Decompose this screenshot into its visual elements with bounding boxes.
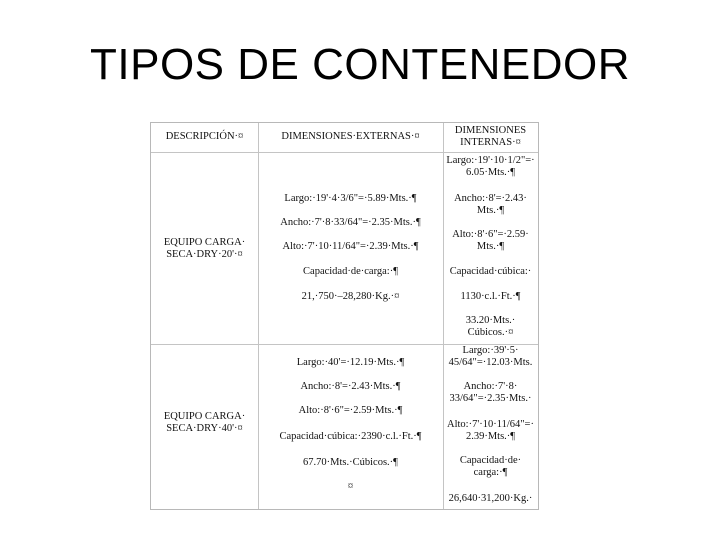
header-dimensiones-internas-line1: DIMENSIONES [454, 125, 527, 136]
row1-ext-ancho: Ancho:·7'·8·33/64"=·2.35·Mts.·¶ [280, 217, 421, 228]
row2-int-ancho-1: Ancho:·7'·8· [463, 381, 518, 392]
slide-title: TIPOS DE CONTENEDOR [90, 40, 630, 89]
row2-description-line2: SECA·DRY·40'·¤ [166, 423, 243, 434]
row2-int-largo-2: 45/64"=·12.03·Mts. [448, 357, 533, 368]
row1-int-alto-2: Mts.·¶ [476, 241, 505, 252]
row1-description-line1: EQUIPO CARGA· [163, 237, 246, 248]
row1-int-largo-1: Largo:·19'·10·1/2"=· [446, 155, 535, 166]
row1-int-capacidad-4: Cúbicos.·¤ [467, 327, 514, 338]
row1-ext-alto: Alto:·7'·10·11/64"=·2.39·Mts.·¶ [282, 241, 419, 252]
row2-int-ancho-2: 33/64"=·2.35·Mts.· [449, 393, 532, 404]
row1-int-capacidad-2: 1130·c.l.·Ft.·¶ [460, 291, 521, 302]
row1-ext-capacidad-label: Capacidad·de·carga:·¶ [303, 266, 398, 277]
row2-int-capacidad-2: carga:·¶ [473, 467, 508, 478]
row1-description-line2: SECA·DRY·20'·¤ [166, 249, 243, 260]
row2-ext-ancho: Ancho:·8'=·2.43·Mts.·¶ [300, 381, 401, 392]
row2-ext-largo: Largo:·40'=·12.19·Mts.·¶ [296, 357, 405, 368]
row2-int-largo-1: Largo:·39'·5· [462, 345, 519, 356]
column-divider [258, 123, 259, 509]
row2-int-capacidad-1: Capacidad·de· [459, 455, 522, 466]
row2-int-capacidad-3: 26,640·31,200·Kg.· [448, 493, 533, 504]
container-specs-table [150, 122, 539, 510]
row1-int-ancho-1: Ancho:·8'=·2.43· [454, 193, 527, 204]
header-dimensiones-internas-line2: INTERNAS·¤ [460, 137, 521, 148]
row1-int-ancho-2: Mts.·¶ [476, 205, 505, 216]
header-dimensiones-externas: DIMENSIONES·EXTERNAS·¤ [281, 131, 420, 142]
row1-int-alto-1: Alto:·8'·6"=·2.59· [452, 229, 529, 240]
row1-ext-capacidad-value: 21,·750·–28,280·Kg.·¤ [301, 291, 400, 302]
row1-int-largo-2: 6.05·Mts.·¶ [465, 167, 516, 178]
row2-ext-alto: Alto:·8'·6"=·2.59·Mts.·¶ [298, 405, 403, 416]
row1-int-capacidad-3: 33.20·Mts.· [465, 315, 516, 326]
row2-ext-cubicos: 67.70·Mts.·Cúbicos.·¶ [303, 457, 398, 468]
row1-int-capacidad-1: Capacidad·cúbica:· [449, 266, 532, 277]
row1-ext-largo: Largo:·19'·4·3/6"=·5.89·Mts.·¶ [284, 193, 417, 204]
row2-ext-capacidad: Capacidad·cúbica:·2390·c.l.·Ft.·¶ [279, 431, 422, 442]
row2-description-line1: EQUIPO CARGA· [163, 411, 246, 422]
header-divider [151, 152, 538, 153]
header-descripcion: DESCRIPCIÓN·¤ [165, 131, 244, 142]
row2-int-alto-2: 2.39·Mts.·¶ [465, 431, 516, 442]
row2-int-alto-1: Alto:·7'·10·11/64"=· [447, 419, 534, 430]
row2-ext-cell-end: ¤ [347, 481, 354, 492]
